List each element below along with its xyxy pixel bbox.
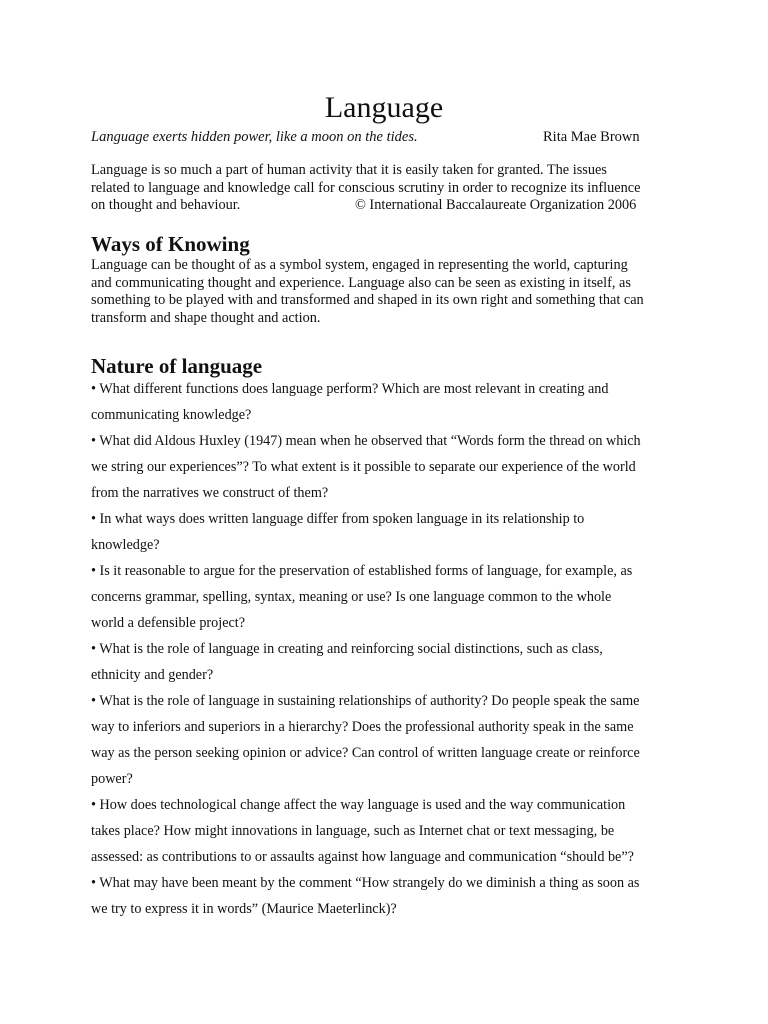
question-line: communicating knowledge? [91,407,252,423]
paragraph-line: transform and shape thought and action. [91,309,321,326]
quote-author: Rita Mae Brown [543,129,640,145]
question-line: • How does technological change affect the way language is used and the way communication [91,797,626,813]
question-line: way to inferiors and superiors in a hierarchy? Does the professional authority speak in the same [91,719,634,735]
question-line: • What did Aldous Huxley (1947) mean when he observed that “Words form the thread on which [91,433,641,449]
question-line: • What may have been meant by the comment “How strangely do we diminish a thing as soon as [91,875,640,891]
nature-of-language-heading: Nature of language [91,354,263,378]
question-line: world a defensible project? [91,615,246,631]
question-line: assessed: as contributions to or assaults against how language and communication “should be”? [91,849,634,865]
question-line: we string our experiences”? To what extent is it possible to separate our experience of the world [91,459,636,475]
intro-paragraph [91,162,681,215]
intro-line-text: on thought and behaviour. [91,197,241,214]
ways-of-knowing-heading: Ways of Knowing [91,232,250,256]
copyright-notice: © International Baccalaureate Organization 2006 [355,197,637,214]
ways-of-knowing-paragraph [91,257,681,327]
question-line: • In what ways does written language differ from spoken language in its relationship to [91,511,585,527]
intro-line-last [91,197,681,215]
paragraph-line: Language can be thought of as a symbol system, engaged in representing the world, capturing [91,257,628,273]
paragraph-line: something to be played with and transformed and shaped in its own right and something that can [91,292,644,309]
epigraph [91,128,691,146]
page-title: Language [324,91,444,124]
question-line: • What different functions does language perform? Which are most relevant in creating and [91,381,609,397]
intro-line: related to language and knowledge call for conscious scrutiny in order to recognize its influence [91,179,641,196]
question-line: concerns grammar, spelling, syntax, meaning or use? Is one language common to the whole [91,589,612,605]
question-line: from the narratives we construct of them? [91,485,329,501]
question-line: takes place? How might innovations in language, such as Internet chat or text messaging, be [91,823,615,839]
question-list [91,376,691,922]
question-line: way as the person seeking opinion or advice? Can control of written language create or reinforce [91,745,640,761]
paragraph-line: and communicating thought and experience. Language also can be seen as existing in itself, as [91,274,631,291]
quote-text: Language exerts hidden power, like a moon on the tides. [91,129,418,145]
question-line: • What is the role of language in sustaining relationships of authority? Do people speak the same [91,693,640,709]
question-line: power? [91,771,133,787]
question-line: ethnicity and gender? [91,667,214,683]
question-line: • What is the role of language in creating and reinforcing social distinctions, such as class, [91,641,603,657]
question-line: we try to express it in words” (Maurice Maeterlinck)? [91,901,397,917]
question-line: knowledge? [91,537,160,553]
intro-line: Language is so much a part of human activity that it is easily taken for granted. The issues [91,162,607,178]
question-line: • Is it reasonable to argue for the preservation of established forms of language, for example, as [91,563,633,579]
